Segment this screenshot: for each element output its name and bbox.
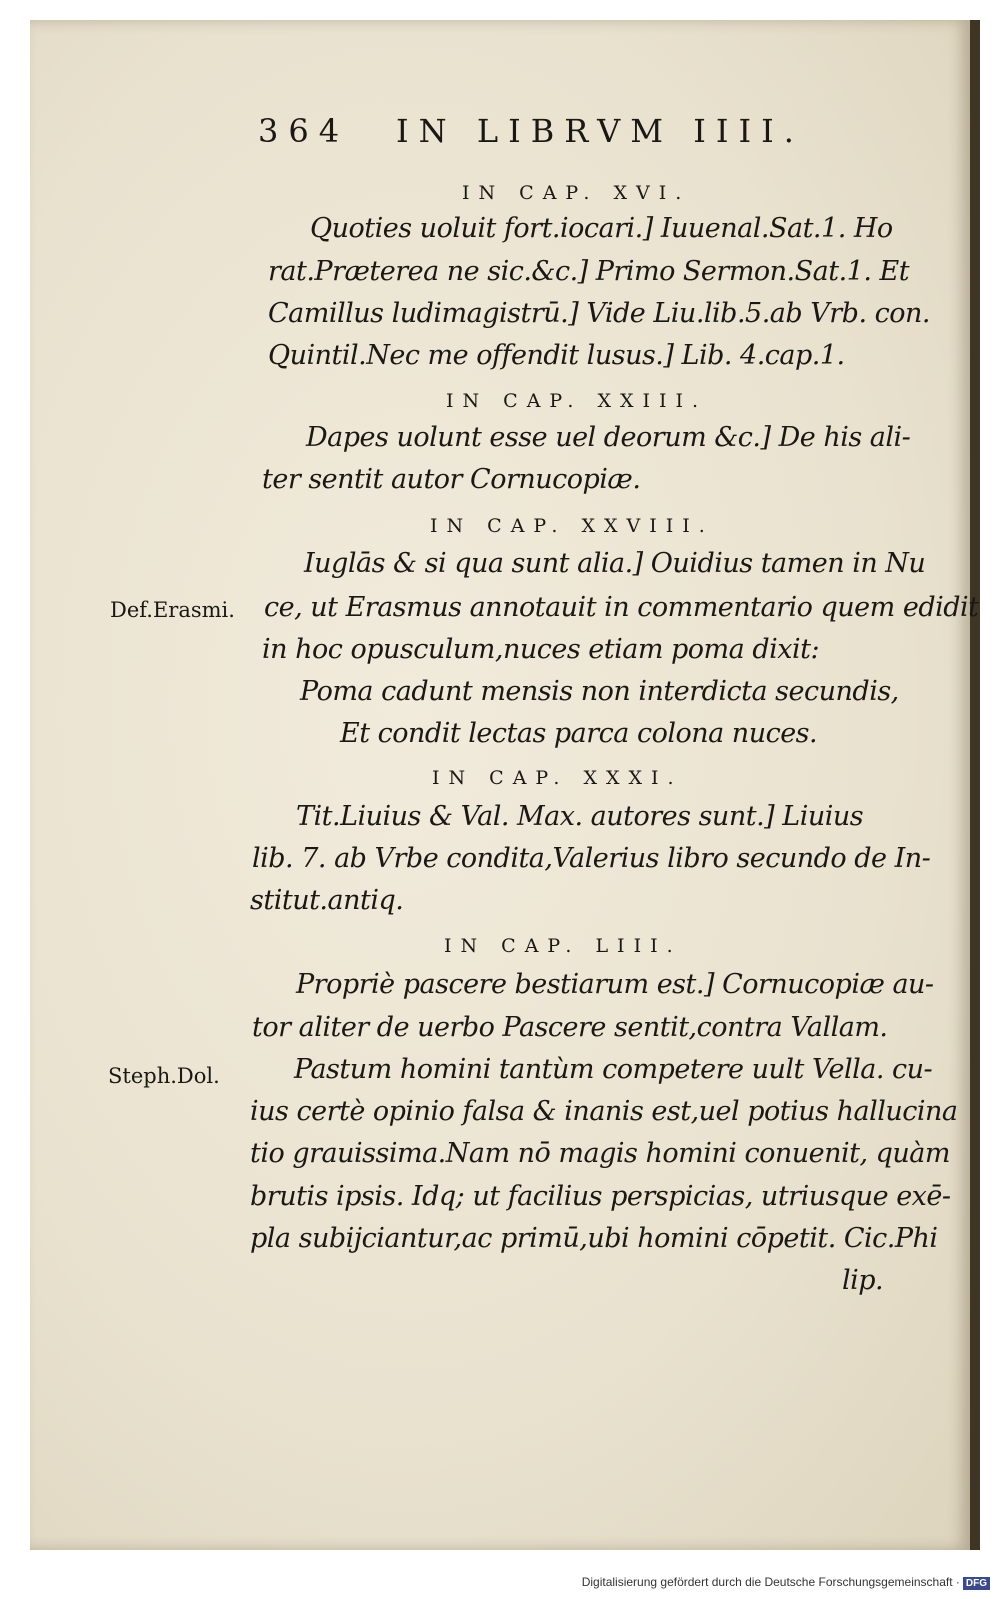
text-line: brutis ipsis. Idq; ut facilius perspicias, utriusque exē-: [250, 1181, 951, 1212]
credit-text: Digitalisierung gefördert durch die Deutsche Forschungsgemeinschaft ·: [581, 1575, 960, 1589]
verse-line: Poma cadunt mensis non interdicta secundis,: [300, 676, 899, 707]
text-line: Tit.Liuius & Val. Max. autores sunt.] Liuius: [296, 801, 864, 832]
text-line: Pastum homini tantùm competere uult Vella. cu-: [294, 1054, 933, 1085]
text-line: ter sentit autor Cornucopiæ.: [262, 464, 641, 495]
dfg-logo: DFG: [963, 1577, 990, 1590]
chapter-heading: IN CAP. XXIII.: [446, 390, 708, 412]
running-title: IN LIBRVM IIII.: [396, 112, 804, 150]
text-line: Quoties uoluit fort.iocari.] Iuuenal.Sat.1. Ho: [310, 213, 893, 244]
text-line: tio grauissima.Nam nō magis homini conuenit, quàm: [250, 1138, 950, 1169]
text-line: tor aliter de uerbo Pascere sentit,contra Vallam.: [252, 1012, 888, 1043]
catchword: lip.: [842, 1265, 884, 1296]
chapter-heading: IN CAP. XXVIII.: [430, 515, 714, 537]
text-line: ius certè opinio falsa & inanis est,uel potius hallucina: [250, 1096, 958, 1127]
text-line: ce, ut Erasmus annotauit in commentario quem edidit: [264, 592, 979, 623]
margin-note: Def.Erasmi.: [110, 598, 235, 622]
text-line: stitut.antiq.: [250, 885, 404, 916]
text-line: in hoc opusculum,nuces etiam poma dixit:: [262, 634, 820, 665]
text-line: Iuglās & si qua sunt alia.] Ouidius tamen in Nu: [304, 548, 926, 579]
chapter-heading: IN CAP. XVI.: [462, 182, 691, 204]
text-line: Dapes uolunt esse uel deorum &c.] De his ali-: [306, 422, 911, 453]
verse-line: Et condit lectas parca colona nuces.: [340, 718, 818, 749]
margin-note: Steph.Dol.: [108, 1064, 220, 1088]
digitization-credit: [0, 1575, 1000, 1599]
text-line: pla subijciantur,ac primū,ubi homini cōpetit. Cic.Phi: [250, 1223, 938, 1254]
page-number: 364: [258, 112, 350, 150]
text-line: rat.Præterea ne sic.&c.] Primo Sermon.Sat.1. Et: [268, 256, 910, 287]
text-line: lib. 7. ab Vrbe condita,Valerius libro secundo de In-: [252, 843, 931, 874]
text-line: Camillus ludimagistrū.] Vide Liu.lib.5.ab Vrb. con.: [268, 298, 930, 329]
chapter-heading: IN CAP. XXXI.: [432, 767, 683, 789]
chapter-heading: IN CAP. LIII.: [444, 935, 682, 957]
text-line: Quintil.Nec me offendit lusus.] Lib. 4.cap.1.: [268, 340, 845, 371]
text-line: Propriè pascere bestiarum est.] Cornucopiæ au-: [296, 969, 934, 1000]
